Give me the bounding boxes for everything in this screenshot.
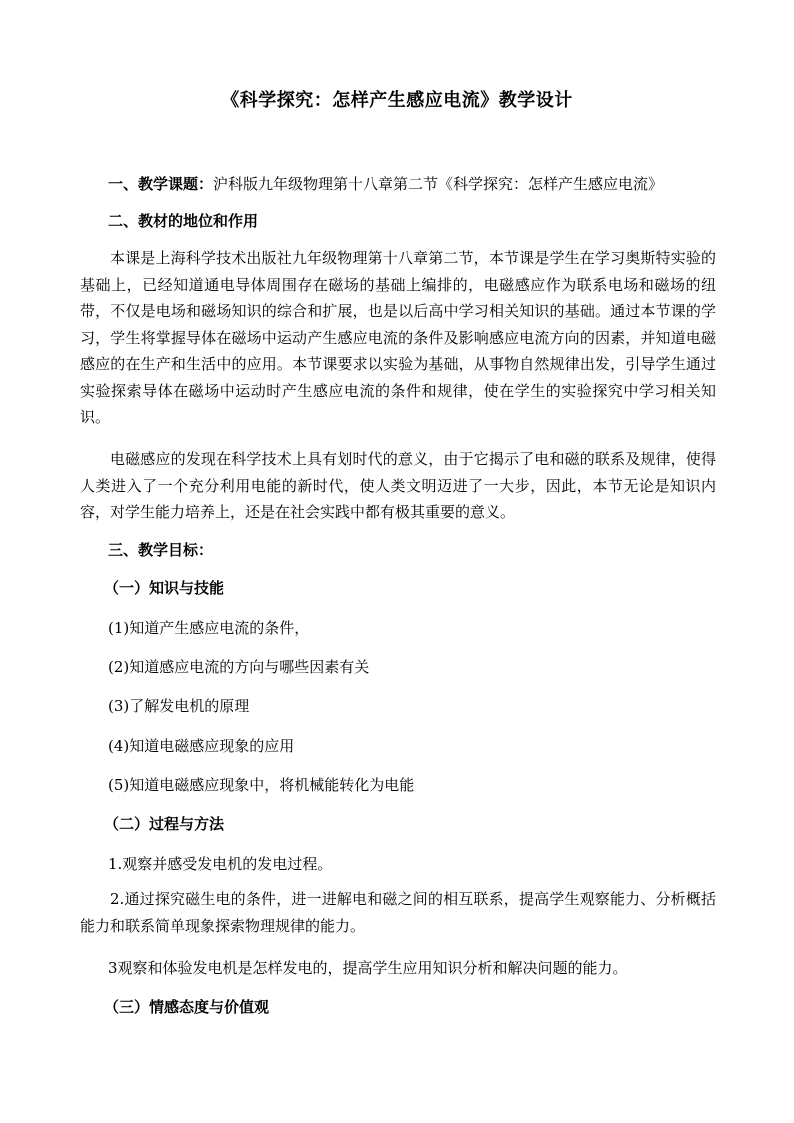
knowledge-item-3: (3)了解发电机的原理 [108, 697, 250, 715]
section-1-label: 一、教学课题： [108, 175, 214, 193]
subsection-knowledge-heading: （一）知识与技能 [104, 579, 225, 597]
knowledge-item-1: (1)知道产生感应电流的条件， [108, 619, 310, 637]
subsection-process-heading: （二）过程与方法 [104, 815, 225, 833]
section-2-heading: 二、教材的地位和作用 [108, 212, 259, 230]
document-title: 《科学探究：怎样产生感应电流》教学设计 [221, 90, 573, 111]
process-item-2: 2.通过探究磁生电的条件，进一进解电和磁之间的相互联系，提高学生观察能力、分析概括能力和联系简单现象探索物理规律的能力。 [80, 890, 716, 935]
knowledge-item-4: (4)知道电磁感应现象的应用 [108, 737, 295, 755]
section-1-line [108, 175, 663, 193]
process-item-1: 1.观察并感受发电机的发电过程。 [108, 855, 333, 873]
subsection-attitude-heading: （三）情感态度与价值观 [104, 998, 270, 1016]
section-2-paragraph-1: 本课是上海科学技术出版社九年级物理第十八章第二节，本节课是学生在学习奥斯特实验的基础上，已经知道通电导体周围存在磁场的基础上编排的，电磁感应作为联系电场和磁场的纽带，不仅是电场和磁场知识的综合和扩展，也是以后高中学习相关知识的基础。通过本节课的学习，学生将掌握导体在磁场中运动产生感应电流的条件及影响感应电流方向的因素，并知道电磁感应的在生产和生活中的应用。本节课要求以实验为基础，从事物自然规律出发，引导学生通过实验探索导体在磁场中运动时产生感应电流的条件和规律，使在学生的实验探究中学习相关知识。 [80, 249, 716, 426]
process-item-3: 3观察和体验发电机是怎样发电的，提高学生应用知识分析和解决问题的能力。 [108, 959, 628, 977]
section-2-paragraph-2: 电磁感应的发现在科学技术上具有划时代的意义，由于它揭示了电和磁的联系及规律，使得人类进入了一个充分利用电能的新时代，使人类文明迈进了一大步，因此，本节无论是知识内容，对学生能力培养上，还是在社会实践中都有极其重要的意义。 [80, 450, 716, 521]
knowledge-item-5: (5)知道电磁感应现象中，将机械能转化为电能 [108, 776, 415, 794]
section-3-heading: 三、教学目标： [108, 541, 214, 559]
section-1-text: 沪科版九年级物理第十八章第二节《科学探究：怎样产生感应电流》 [213, 175, 664, 193]
knowledge-item-2: (2)知道感应电流的方向与哪些因素有关 [108, 658, 370, 676]
